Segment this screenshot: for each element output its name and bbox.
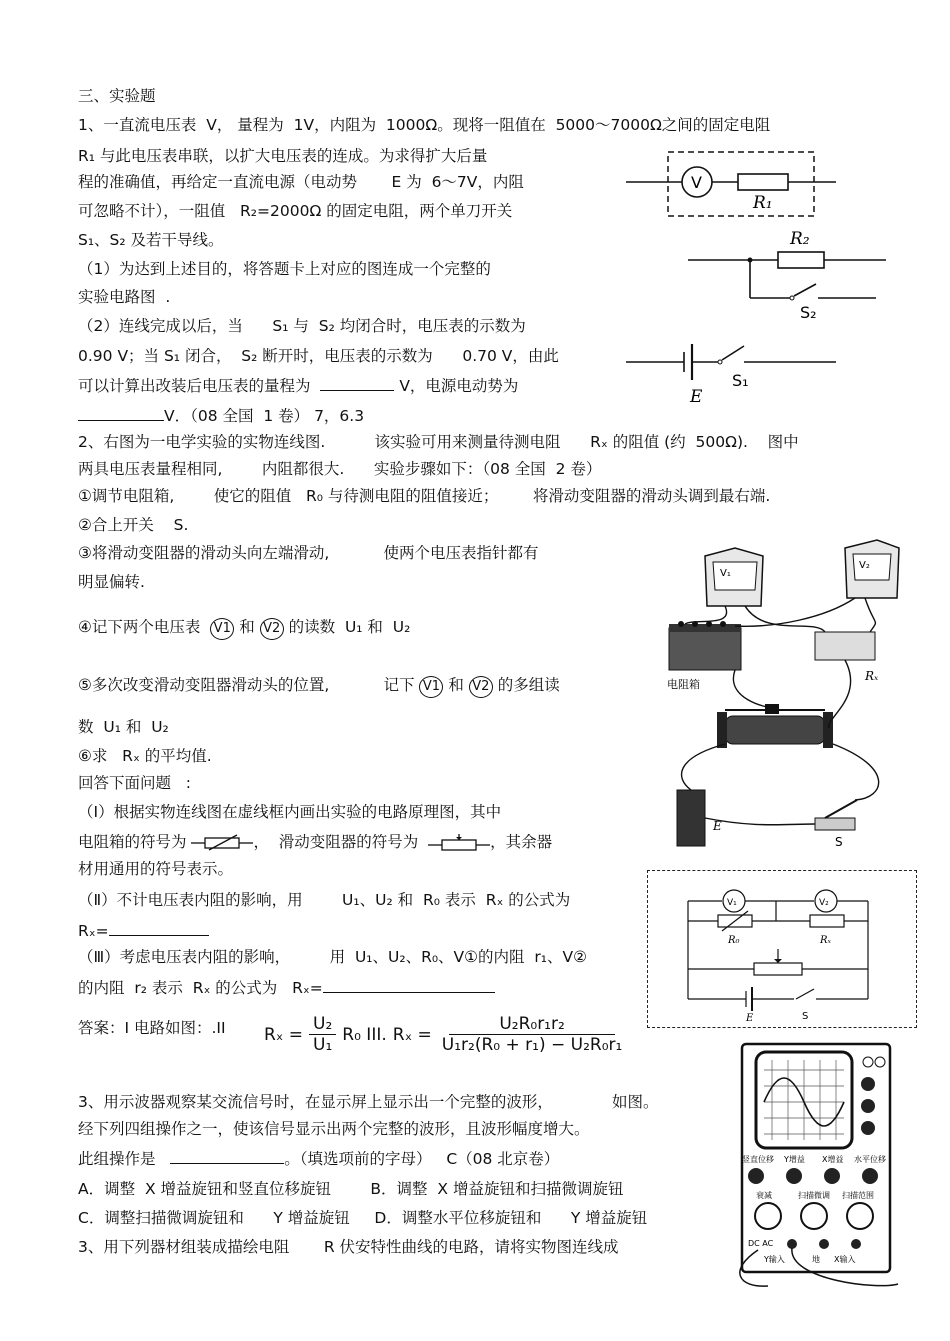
circuit-s-label: S [802, 1011, 809, 1022]
q1-line-2: R₁ 与此电压表串联，以扩大电压表的连成。为求得扩大后量 [78, 147, 488, 165]
resistance-box-photo-label: 电阻箱 [667, 678, 700, 691]
osc-label-vertical-shift: 竖直位移 [742, 1155, 774, 1164]
q1-e-label: E [690, 387, 703, 407]
v1-circle-icon: V1 [210, 618, 234, 640]
rheostat-symbol-icon [428, 834, 490, 852]
q2-line-13: 电阻箱的符号为 ， 滑动变阻器的符号为 ，其余器 [78, 833, 553, 851]
q2-line-7: ④记下两个电压表 V1 和 V2 的读数 U₁ 和 U₂ [78, 617, 410, 640]
q1-line-5: S₁、S₂ 及若干导线。 [78, 231, 224, 249]
resistance-box-symbol-icon [191, 834, 253, 852]
v1-circle-icon: V1 [419, 676, 443, 698]
q2-line-12: （Ⅰ）根据实物连线图在虚线框内画出实验的电路原理图，其中 [78, 803, 502, 821]
q2-line-17: （Ⅲ）考虑电压表内阻的影响， 用 U₁、U₂、R₀、V①的内阻 r₁、V② [78, 948, 587, 966]
s-photo-label: S [835, 835, 843, 849]
q1-line-1: 1、一直流电压表 V， 量程为 1V，内阻为 1000Ω。现将一阻值在 5000～7000Ω之间的固定电阻 [78, 116, 771, 134]
q1-line-9: 0.90 V；当 S₁ 闭合， S₂ 断开时，电压表的示数为 0.70 V，由此 [78, 347, 559, 365]
attenuation-knob-icon[interactable] [755, 1203, 781, 1229]
horizontal-shift-knob-icon[interactable] [862, 1168, 878, 1184]
q3-option-ab: A．调整 X 增益旋钮和竖直位移旋钮 B．调整 X 增益旋钮和扫描微调旋钮 [78, 1180, 624, 1198]
q2-rx2-blank[interactable] [323, 976, 495, 993]
e-photo-label: E [713, 819, 722, 833]
q2-line-9: 数 U₁ 和 U₂ [78, 718, 169, 736]
osc-label-sweep-range: 扫描范围 [842, 1191, 874, 1200]
q1-line-11: V．（08 全国 1 卷） 7，6.3 [78, 404, 364, 426]
q1-s1-label: S₁ [732, 371, 749, 390]
osc-label-x-input: X输入 [834, 1255, 856, 1264]
q2-circuit-diagram [650, 873, 915, 1025]
section-heading: 三、实验题 [78, 87, 156, 105]
q1-r2-label: R₂ [790, 229, 810, 249]
q2-apparatus-figure [665, 528, 905, 858]
q3-option-cd: C．调整扫描微调旋钮和 Y 增益旋钮 D．调整水平位移旋钮和 Y 增益旋钮 [78, 1209, 648, 1227]
q2-rx-blank[interactable] [109, 919, 209, 936]
q3-line-3: 此组操作是 。（填选项前的字母） C（08 北京卷） [78, 1147, 559, 1169]
q1-voltmeter-label: V [691, 173, 702, 192]
q2-answer-formula: Rₓ = $\frac{\text{U₂}}{\text{U₁}}$ R₀ III. Rₓ = $\frac{\text{U₂R₀r₁r₂}}{\text{U₁r₂(R₀ + r₁) − U₂R₀r₁}}$ [264, 1014, 623, 1055]
v1-photo-label: V₁ [720, 568, 731, 579]
q1-line-6: （1）为达到上述目的，将答题卡上对应的图连成一个完整的 [78, 260, 491, 278]
q2-line-6: 明显偏转. [78, 573, 145, 591]
q2-line-4: ②合上开关 S. [78, 516, 189, 534]
osc-label-y-gain: Y增益 [784, 1155, 805, 1164]
q1-emf-blank[interactable] [78, 404, 164, 421]
q2-line-15: （Ⅱ）不计电压表内阻的影响，用 U₁、U₂ 和 R₀ 表示 Rₓ 的公式为 [78, 891, 571, 909]
q2-line-1: 2、右图为一电学实验的实物连线图. 该实验可用来测量待测电阻 Rₓ 的阻值 (约 500Ω). 图中 [78, 433, 799, 451]
v2-photo-label: V₂ [859, 560, 870, 571]
q1-range-blank[interactable] [320, 374, 394, 391]
y-gain-knob-icon[interactable] [786, 1168, 802, 1184]
q2-line-3: ①调节电阻箱, 使它的阻值 R₀ 与待测电阻的阻值接近； 将滑动变阻器的滑动头调到最右端. [78, 487, 771, 505]
osc-label-attenuation: 衰减 [756, 1191, 772, 1200]
q3-next-question: 3、用下列器材组装成描绘电阻 R 伏安特性曲线的电路，请将实物图连线成 [78, 1238, 619, 1256]
q1-line-10: 可以计算出改装后电压表的量程为 V，电源电动势为 [78, 374, 518, 396]
q2-line-18: 的内阻 r₂ 表示 Rₓ 的公式为 Rₓ= [78, 976, 495, 998]
circuit-v1-label: V₁ [727, 898, 737, 908]
q2-line-11: 回答下面问题 : [78, 774, 192, 792]
sweep-fine-knob-icon[interactable] [801, 1203, 827, 1229]
q1-line-8: （2）连线完成以后，当 S₁ 与 S₂ 均闭合时，电压表的示数为 [78, 317, 526, 335]
q2-answer: 答案：I 电路如图：.II [78, 1019, 226, 1037]
q1-r1-label: R₁ [753, 193, 773, 213]
osc-label-x-gain: X增益 [822, 1155, 844, 1164]
osc-label-sweep-fine: 扫描微调 [798, 1191, 830, 1200]
q2-line-10: ⑥求 Rₓ 的平均值. [78, 747, 212, 765]
q1-line-3: 程的准确值，再给定一直流电源（电动势 E 为 6～7V，内阻 [78, 173, 524, 191]
rx-photo-label: Rₓ [865, 669, 879, 683]
sweep-range-knob-icon[interactable] [847, 1203, 873, 1229]
q1-line-4: 可忽略不计），一阻值 R₂=2000Ω 的固定电阻，两个单刀开关 [78, 202, 513, 220]
q2-line-16: Rₓ= [78, 919, 209, 941]
q3-answer-blank[interactable] [170, 1147, 284, 1164]
q2-line-8: ⑤多次改变滑动变阻器滑动头的位置, 记下 V1 和 V2 的多组读 [78, 675, 560, 698]
circuit-rx-label: Rₓ [820, 935, 832, 946]
vertical-shift-knob-icon[interactable] [748, 1168, 764, 1184]
q1-circuit-figure [620, 140, 920, 410]
osc-label-y-input: Y输入 [764, 1255, 785, 1264]
circuit-e-label: E [746, 1013, 754, 1024]
osc-label-dc-ac: DC AC [748, 1239, 774, 1248]
osc-label-horizontal-shift: 水平位移 [854, 1155, 886, 1164]
q3-line-2: 经下列四组操作之一，使该信号显示出两个完整的波形，且波形幅度增大。 [78, 1120, 590, 1138]
q2-line-5: ③将滑动变阻器的滑动头向左端滑动, 使两个电压表指针都有 [78, 544, 539, 562]
x-gain-knob-icon[interactable] [824, 1168, 840, 1184]
v2-circle-icon: V2 [469, 676, 493, 698]
v2-circle-icon: V2 [260, 618, 284, 640]
q3-line-1: 3、用示波器观察某交流信号时，在显示屏上显示出一个完整的波形， 如图。 [78, 1093, 659, 1111]
q1-s2-label: S₂ [800, 303, 817, 322]
circuit-r0-label: R₀ [728, 935, 740, 946]
oscilloscope-figure [728, 1040, 918, 1290]
osc-label-ground: 地 [812, 1255, 820, 1264]
q2-line-14: 材用通用的符号表示。 [78, 860, 234, 878]
circuit-v2-label: V₂ [819, 898, 829, 908]
q2-line-2: 两具电压表量程相同, 内阻都很大. 实验步骤如下：（08 全国 2 卷） [78, 460, 602, 478]
q1-line-7: 实验电路图 . [78, 288, 171, 306]
